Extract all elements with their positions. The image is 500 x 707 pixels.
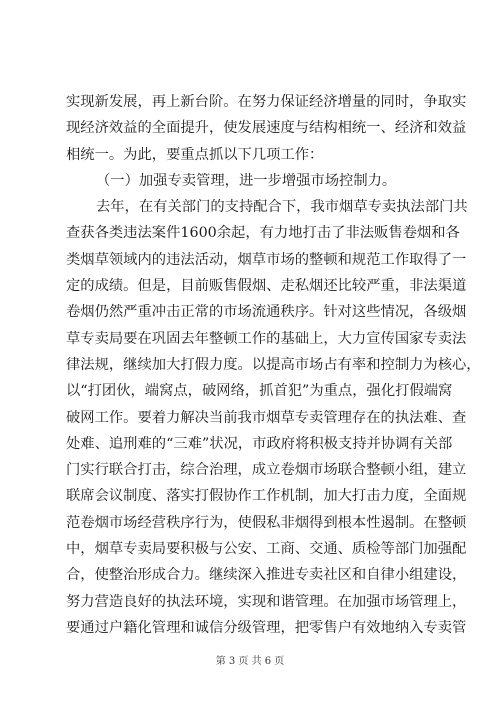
paragraph-line: 合，使整治形成合力。继续深入推进专卖社区和自律小组建设， bbox=[66, 567, 467, 584]
paragraph-line: 类烟草领域内的违法活动，烟草市场的整顿和规范工作取得了一 bbox=[66, 251, 467, 268]
paragraph-line: 现经济效益的全面提升，使发展速度与结构相统一、经济和效益 bbox=[66, 120, 467, 137]
paragraph-line: 卷烟仍然严重冲击正常的市场流通秩序。针对这些情况，各级烟 bbox=[66, 304, 467, 321]
document-body bbox=[66, 89, 481, 641]
paragraph-line: 处难、追刑难的“三难”状况，市政府将积极支持并协调有关部 bbox=[66, 435, 453, 452]
section-heading: （一）加强专卖管理，进一步增强市场控制力。 bbox=[96, 172, 397, 189]
paragraph-line: 努力营造良好的执法环境，实现和谐管理。在加强市场管理上， bbox=[66, 593, 467, 610]
paragraph-line: 联席会议制度、落实打假协作工作机制，加大打击力度，全面规 bbox=[66, 488, 467, 505]
paragraph-line: 门实行联合打击，综合治理，成立卷烟市场联合整顿小组，建立 bbox=[66, 462, 467, 479]
paragraph-line: 实现新发展，再上新台阶。在努力保证经济增量的同时，争取实 bbox=[66, 94, 467, 110]
paragraph-line: 要通过户籍化管理和诚信分级管理，把零售户有效地纳入专卖管 bbox=[66, 619, 467, 636]
page-number-footer: 第 3 页 共 6 页 bbox=[215, 656, 285, 667]
paragraph-line: 破网工作。要着力解决当前我市烟草专卖管理存在的执法难、查 bbox=[66, 409, 467, 426]
paragraph-line: 范卷烟市场经营秩序行为，使假私非烟得到根本性遏制。在整顿 bbox=[66, 514, 467, 531]
paragraph-line: 以“打团伙，端窝点，破网络，抓首犯”为重点，强化打假端窝 bbox=[66, 383, 453, 400]
paragraph-line: 中，烟草专卖局要积极与公安、工商、交通、质检等部门加强配 bbox=[66, 541, 467, 558]
paragraph-line: 定的成绩。但是，目前贩售假烟、走私烟还比较严重，非法渠道 bbox=[66, 278, 467, 295]
paragraph-line: 相统一。为此，要重点抓以下几项工作： bbox=[66, 146, 324, 163]
paragraph-line: 去年，在有关部门的支持配合下，我市烟草专卖执法部门共 bbox=[96, 199, 468, 216]
paragraph-line: 草专卖局要在巩固去年整顿工作的基础上，大力宣传国家专卖法 bbox=[66, 330, 467, 347]
paragraph-line: 律法规，继续加大打假力度。以提高市场占有率和控制力为核心， bbox=[66, 356, 481, 373]
paragraph-line: 查获各类违法案件1600余起，有力地打击了非法贩售卷烟和各 bbox=[66, 225, 460, 242]
